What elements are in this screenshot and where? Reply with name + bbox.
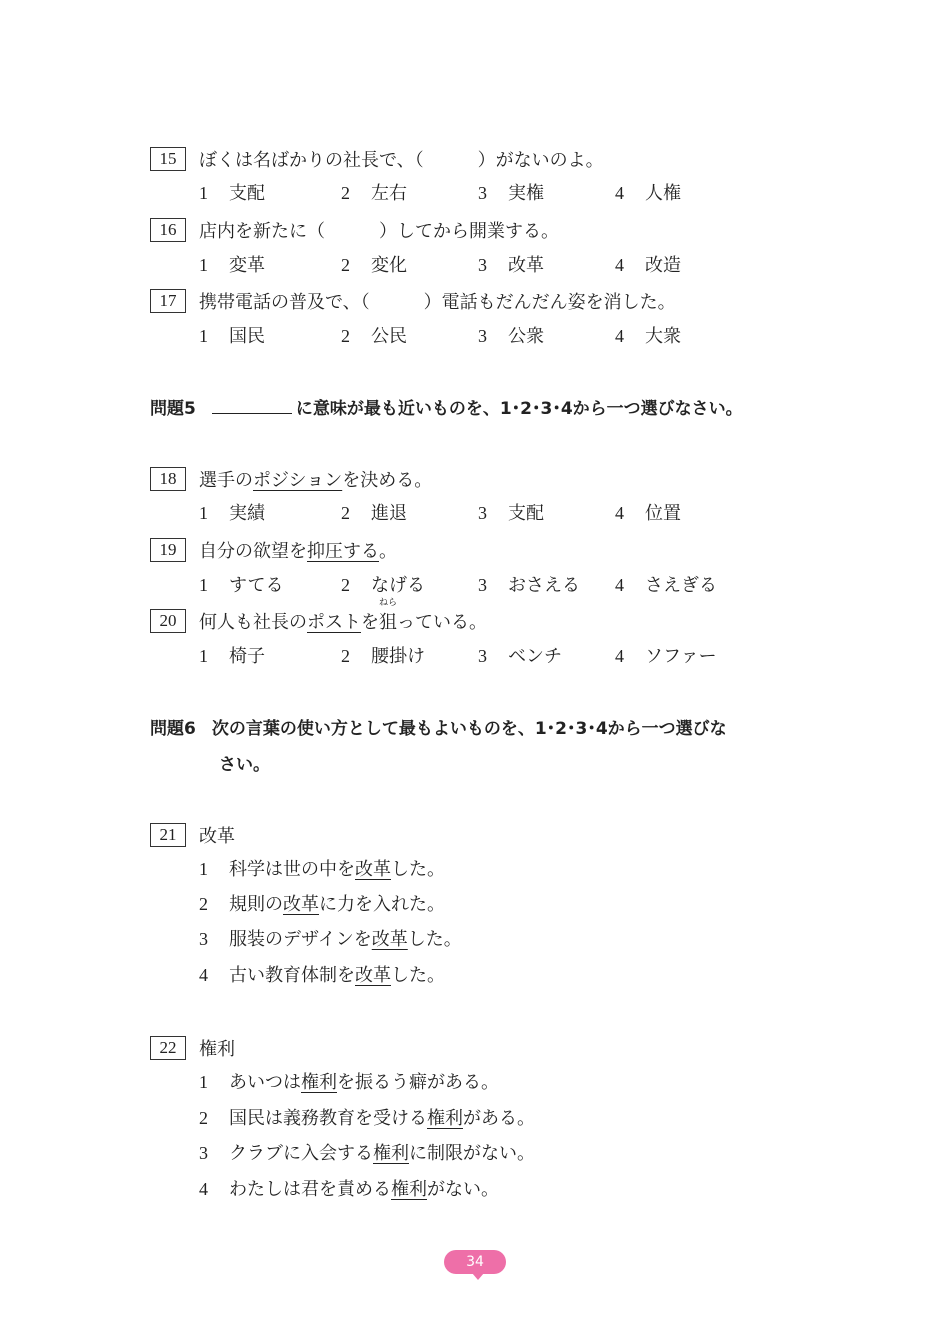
question-word: 改革 xyxy=(199,826,235,847)
sentence-option[interactable]: 2 国民は義務教育を受ける権利がある。 xyxy=(199,1108,535,1129)
question-16 xyxy=(150,217,559,243)
sentence-option[interactable]: 3 クラブに入会する権利に制限がない。 xyxy=(199,1143,535,1164)
question-number: 18 xyxy=(150,467,186,491)
question-number: 16 xyxy=(150,218,186,242)
question-number: 19 xyxy=(150,538,186,562)
option[interactable]: 4 人権 xyxy=(615,183,681,204)
option[interactable]: 3 実権 xyxy=(478,183,544,204)
question-21 xyxy=(150,822,235,848)
furigana: ねら xyxy=(379,598,398,608)
underlined-word: ポスト xyxy=(307,612,361,633)
page-number: 34 xyxy=(466,1254,484,1270)
question-number: 22 xyxy=(150,1036,186,1060)
sentence-option[interactable]: 4 古い教育体制を改革した。 xyxy=(199,965,445,986)
option[interactable]: 1 実績 xyxy=(199,503,265,524)
section-heading-6-cont xyxy=(219,750,270,775)
option[interactable]: 4 大衆 xyxy=(615,326,681,347)
question-18 xyxy=(150,466,432,492)
option[interactable]: 4 位置 xyxy=(615,503,681,524)
question-number: 21 xyxy=(150,823,186,847)
option[interactable]: 4 改造 xyxy=(615,255,681,276)
option[interactable]: 1 椅子 xyxy=(199,646,265,667)
sentence-option[interactable]: 2 規則の改革に力を入れた。 xyxy=(199,894,445,915)
option[interactable]: 1 すてる xyxy=(199,575,284,596)
question-text: 自分の欲望を抑圧する。 xyxy=(199,541,397,562)
sentence-option[interactable]: 4 わたしは君を責める権利がない。 xyxy=(199,1179,499,1200)
option[interactable]: 4 ソファー xyxy=(615,646,717,667)
question-text: 選手のポジションを決める。 xyxy=(199,470,433,491)
underline-blank xyxy=(212,397,292,414)
ruby-kanji: ねら 狙 xyxy=(379,608,397,634)
option[interactable]: 2 進退 xyxy=(341,503,407,524)
section-instruction-cont: さい。 xyxy=(219,755,270,775)
option[interactable]: 2 腰掛け xyxy=(341,646,425,667)
question-text: ぼくは名ばかりの社長で、（ ）がないのよ。 xyxy=(199,150,604,171)
option[interactable]: 3 ベンチ xyxy=(478,646,562,667)
question-17 xyxy=(150,288,676,314)
page-number-badge xyxy=(444,1250,506,1274)
question-19 xyxy=(150,537,397,563)
question-text: 店内を新たに（ ）してから開業する。 xyxy=(199,221,559,242)
option[interactable]: 3 改革 xyxy=(478,255,544,276)
option[interactable]: 1 変革 xyxy=(199,255,265,276)
question-number: 20 xyxy=(150,609,186,633)
option[interactable]: 1 支配 xyxy=(199,183,265,204)
option[interactable]: 3 公衆 xyxy=(478,326,544,347)
question-15 xyxy=(150,146,604,172)
option[interactable]: 2 公民 xyxy=(341,326,407,347)
section-label: 問題6 xyxy=(150,719,196,739)
section-heading-6 xyxy=(150,714,727,739)
question-number: 17 xyxy=(150,289,186,313)
section-instruction: に意味が最も近いものを、1･2･3･4から一つ選びなさい。 xyxy=(295,399,743,419)
sentence-option[interactable]: 1 あいつは権利を振るう癖がある。 xyxy=(199,1072,499,1093)
sentence-option[interactable]: 1 科学は世の中を改革した。 xyxy=(199,859,445,880)
question-20 xyxy=(150,598,487,634)
section-heading-5 xyxy=(150,394,743,419)
sentence-option[interactable]: 3 服装のデザインを改革した。 xyxy=(199,929,462,950)
underlined-word: 抑圧する xyxy=(307,541,379,562)
option[interactable]: 1 国民 xyxy=(199,326,265,347)
option[interactable]: 3 おさえる xyxy=(478,575,580,596)
option[interactable]: 4 さえぎる xyxy=(615,575,717,596)
question-22 xyxy=(150,1035,235,1061)
question-number: 15 xyxy=(150,147,186,171)
option[interactable]: 2 なげる xyxy=(341,575,425,596)
question-text: 何人も社長のポストを ねら 狙っている。 xyxy=(199,608,487,634)
question-word: 権利 xyxy=(199,1039,235,1060)
option[interactable]: 3 支配 xyxy=(478,503,544,524)
question-text: 携帯電話の普及で、（ ）電話もだんだん姿を消した。 xyxy=(199,292,676,313)
section-instruction: 次の言葉の使い方として最もよいものを、1･2･3･4から一つ選びな xyxy=(211,719,727,739)
underlined-word: ポジション xyxy=(253,470,343,491)
option[interactable]: 2 変化 xyxy=(341,255,407,276)
section-label: 問題5 xyxy=(150,399,196,419)
option[interactable]: 2 左右 xyxy=(341,183,407,204)
